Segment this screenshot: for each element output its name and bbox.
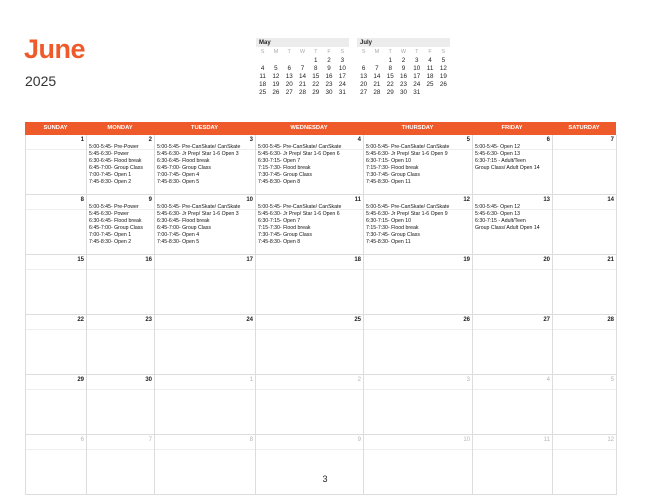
day-separator	[155, 389, 255, 390]
mini-day: 9	[327, 65, 331, 72]
day-cell	[26, 435, 87, 495]
event-line: 5:45-6:30- Jr Prep/ Star 1-6 Open 9	[366, 150, 448, 157]
day-number: 17	[246, 257, 253, 263]
day-separator	[155, 329, 255, 330]
event-line: 7:45-8:30- Open 11	[366, 238, 411, 245]
event-line: 6:45-7:00- Group Class	[89, 164, 143, 171]
day-separator	[364, 209, 472, 210]
day-cell	[553, 195, 617, 255]
mini-day: 8	[314, 65, 318, 72]
event-line: 7:45-8:30- Open 5	[157, 238, 200, 245]
day-separator	[87, 269, 154, 270]
event-line: 7:45-8:30- Open 8	[258, 238, 301, 245]
day-number: 11	[354, 197, 361, 203]
event-line: 6:30-7:15- Open 10	[366, 157, 411, 164]
mini-day: 1	[314, 57, 318, 64]
day-number: 7	[148, 437, 152, 443]
month-calendar	[25, 122, 616, 495]
event-line: 6:45-7:00- Group Class	[89, 224, 143, 231]
event-line: 5:00-5:45- Open 12	[475, 204, 520, 210]
day-number: 29	[77, 377, 84, 383]
mini-day: 15	[386, 73, 394, 80]
day-number: 1	[249, 377, 253, 383]
event-line: 5:00-5:45- Pre-CanSkate/ CanSkate	[366, 144, 450, 150]
day-cell	[256, 255, 364, 315]
event-line: 7:45-8:30- Open 11	[366, 178, 411, 185]
mini-day: 11	[259, 73, 266, 80]
day-cell	[26, 315, 87, 375]
mini-day: 10	[413, 65, 421, 72]
day-number: 9	[357, 437, 361, 443]
mini-day: 19	[272, 81, 280, 88]
mini-day: 2	[401, 57, 406, 64]
mini-day: 21	[373, 81, 381, 88]
day-number: 7	[610, 137, 614, 143]
day-cell	[87, 435, 155, 495]
day-number: 26	[463, 317, 470, 323]
mini-day: 16	[399, 73, 407, 80]
day-cell	[553, 375, 617, 435]
day-separator	[364, 269, 472, 270]
mini-day: 30	[325, 89, 333, 96]
mini-day: 20	[360, 81, 368, 88]
mini-day: 15	[312, 73, 320, 80]
mini-day: 6	[287, 65, 291, 72]
day-separator	[364, 389, 472, 390]
mini-day-name: S	[260, 49, 265, 55]
mini-day-name: T	[415, 49, 419, 55]
day-cell	[155, 255, 256, 315]
mini-day: 27	[285, 89, 293, 96]
event-line: 7:15-7:30- Flood break	[258, 164, 311, 171]
day-cell	[256, 375, 364, 435]
day-cell	[256, 135, 364, 195]
day-number: 9	[148, 197, 152, 203]
event-line: 5:00-5:45- Pre-CanSkate/ CanSkate	[366, 204, 450, 210]
event-line: 6:30-6:45- Flood break	[157, 217, 210, 224]
mini-day	[283, 57, 296, 65]
mini-day: 26	[272, 89, 280, 96]
event-line: 6:30-6:45- Flood break	[89, 217, 142, 224]
mini-day: 18	[259, 81, 267, 88]
day-separator	[26, 389, 86, 390]
day-cell	[87, 315, 155, 375]
mini-day: 7	[300, 65, 305, 72]
event-line: 6:45-7:00- Group Class	[157, 164, 211, 171]
mini-day: 2	[327, 57, 331, 64]
day-separator	[553, 269, 616, 270]
day-cell	[155, 315, 256, 375]
day-number: 11	[543, 437, 550, 443]
event-line: 7:45-8:30- Open 8	[258, 178, 301, 185]
event-line: 7:45-8:30- Open 2	[89, 178, 132, 185]
day-number: 10	[246, 197, 253, 203]
event-line: Group Class/ Adult Open 14	[475, 224, 540, 231]
event-line: 5:00-5:45- Pre-CanSkate/ CanSkate	[157, 144, 241, 150]
day-cell	[364, 435, 473, 495]
day-number: 6	[546, 137, 550, 143]
day-separator	[26, 209, 86, 210]
event-line: 5:45-6:30- Jr Prep/ Star 1-6 Open 6	[258, 210, 340, 217]
event-line: 6:30-6:45- Flood break	[157, 157, 210, 164]
day-separator	[155, 149, 255, 150]
mini-day: 12	[272, 73, 280, 80]
day-cell	[26, 255, 87, 315]
day-number: 10	[463, 437, 470, 443]
day-separator	[364, 449, 472, 450]
event-line: 5:00-5:45- Pre-CanSkate/ CanSkate	[157, 204, 241, 210]
event-line: 7:15-7:30- Flood break	[366, 224, 419, 231]
day-number: 2	[357, 377, 361, 383]
day-separator	[155, 449, 255, 450]
event-line: 5:45-6:30- Jr Prep/ Star 1-6 Open 6	[258, 150, 340, 157]
day-number: 4	[357, 137, 361, 143]
mini-day: 18	[426, 73, 434, 80]
day-number: 15	[77, 257, 84, 263]
mini-day: 5	[274, 65, 278, 72]
mini-day: 24	[338, 81, 346, 88]
day-number: 21	[607, 257, 614, 263]
day-cell	[87, 135, 155, 195]
mini-day	[296, 57, 309, 65]
mini-day-name: S	[441, 49, 446, 55]
event-line: 7:15-7:30- Flood break	[366, 164, 419, 171]
mini-day	[423, 89, 436, 97]
day-number: 8	[249, 437, 253, 443]
day-number: 16	[145, 257, 152, 263]
mini-day-name: W	[400, 49, 407, 55]
event-line: 5:45-6:30- Open 13	[475, 210, 520, 217]
day-separator	[26, 329, 86, 330]
mini-day: 9	[401, 65, 406, 72]
mini-day: 4	[260, 65, 265, 72]
mini-day: 12	[439, 65, 447, 72]
mini-day: 24	[413, 81, 421, 88]
day-cell	[553, 435, 617, 495]
event-line: 7:00-7:45- Open 1	[89, 231, 132, 238]
event-line: 6:30-7:15- Open 10	[366, 217, 411, 224]
mini-day: 6	[361, 65, 366, 72]
day-separator	[155, 269, 255, 270]
day-number: 12	[607, 437, 614, 443]
day-cell	[473, 315, 553, 375]
event-line: 7:45-8:30- Open 5	[157, 178, 200, 185]
mini-day	[256, 57, 269, 65]
mini-day: 26	[439, 81, 447, 88]
mini-day: 14	[298, 73, 306, 80]
event-line: 5:45-6:30- Jr Prep/ Star 1-6 Open 3	[157, 150, 239, 157]
day-cell	[26, 375, 87, 435]
day-separator	[553, 209, 616, 210]
event-line: 7:30-7:45- Group Class	[366, 231, 420, 238]
day-separator	[256, 449, 363, 450]
day-number: 30	[145, 377, 152, 383]
weekday-header	[25, 122, 616, 135]
event-line: 7:00-7:45- Open 4	[157, 171, 200, 178]
day-cell	[256, 195, 364, 255]
day-cell	[87, 375, 155, 435]
day-cell	[364, 375, 473, 435]
day-number: 23	[145, 317, 152, 323]
day-number: 8	[80, 197, 84, 203]
day-number: 5	[610, 377, 614, 383]
mini-day-name: S	[340, 49, 345, 55]
event-line: 7:45-8:30- Open 2	[89, 238, 132, 245]
mini-day: 17	[338, 73, 346, 80]
event-line: 6:30-7:15 - Adult/Teen	[475, 157, 526, 164]
mini-day: 3	[415, 57, 419, 64]
day-number: 3	[466, 377, 470, 383]
day-number: 2	[148, 137, 152, 143]
mini-day: 14	[373, 73, 381, 80]
day-cell	[364, 315, 473, 375]
day-separator	[473, 209, 552, 210]
day-number: 24	[246, 317, 253, 323]
day-number: 19	[463, 257, 470, 263]
mini-calendar-july	[357, 38, 450, 97]
mini-day: 1	[388, 57, 392, 64]
mini-day: 21	[298, 81, 306, 88]
weekday-label: THURSDAY	[401, 125, 434, 131]
day-separator	[553, 389, 616, 390]
event-line: 5:45-6:30- Power	[89, 210, 129, 217]
mini-day: 28	[373, 89, 381, 96]
day-number: 14	[607, 197, 614, 203]
mini-day: 13	[285, 73, 293, 80]
event-line: 6:30-7:15- Open 7	[258, 157, 301, 164]
event-line: 7:30-7:45- Group Class	[258, 171, 312, 178]
day-separator	[87, 449, 154, 450]
day-cell	[87, 255, 155, 315]
mini-day-name: F	[428, 49, 432, 55]
mini-day-name: W	[299, 49, 306, 55]
day-separator	[26, 269, 86, 270]
year-title: 2025	[25, 73, 57, 89]
event-line: 7:30-7:45- Group Class	[258, 231, 312, 238]
event-line: 6:30-6:45- Flood break	[89, 157, 142, 164]
day-cell	[26, 135, 87, 195]
day-separator	[473, 389, 552, 390]
mini-calendar-grid	[357, 48, 450, 97]
event-line: 6:45-7:00- Group Class	[157, 224, 211, 231]
mini-day: 4	[428, 57, 432, 64]
day-separator	[473, 449, 552, 450]
mini-day: 31	[338, 89, 346, 96]
mini-calendar-may	[256, 38, 349, 97]
mini-day: 3	[340, 57, 345, 64]
day-separator	[87, 389, 154, 390]
day-cell	[473, 255, 553, 315]
day-cell	[364, 255, 473, 315]
day-cell	[473, 375, 553, 435]
mini-day	[370, 57, 383, 65]
mini-day: 7	[375, 65, 379, 72]
event-line: 5:00-5:45- Open 12	[475, 144, 520, 150]
event-line: 5:45-6:30- Open 13	[475, 150, 520, 157]
event-line: 6:30-7:15 - Adult/Teen	[475, 217, 526, 224]
day-number: 28	[607, 317, 614, 323]
day-number: 13	[543, 197, 550, 203]
mini-day: 13	[360, 73, 368, 80]
day-separator	[87, 149, 154, 150]
day-cell	[364, 195, 473, 255]
mini-day-name: M	[374, 49, 380, 55]
mini-day: 23	[399, 81, 407, 88]
weekday-label: FRIDAY	[501, 125, 523, 131]
mini-day-name: T	[314, 49, 318, 55]
calendar-grid	[25, 135, 616, 495]
event-line: 7:00-7:45- Open 1	[89, 171, 132, 178]
event-line: 5:00-5:45- Pre-Power	[89, 204, 139, 210]
mini-calendar-title: May	[256, 38, 349, 47]
mini-day-name: T	[388, 49, 392, 55]
event-line: 5:00-5:45- Pre-CanSkate/ CanSkate	[258, 144, 342, 150]
weekday-label: WEDNESDAY	[290, 125, 328, 131]
day-cell	[553, 255, 617, 315]
day-cell	[87, 195, 155, 255]
day-cell	[256, 315, 364, 375]
event-line: 6:30-7:15- Open 7	[258, 217, 301, 224]
day-separator	[364, 329, 472, 330]
mini-day-name: M	[273, 49, 279, 55]
day-cell	[155, 375, 256, 435]
day-number: 12	[463, 197, 470, 203]
day-number: 20	[543, 257, 550, 263]
mini-day: 27	[360, 89, 368, 96]
day-number: 22	[77, 317, 84, 323]
mini-day: 25	[259, 89, 267, 96]
mini-day: 22	[386, 81, 394, 88]
day-number: 1	[80, 137, 84, 143]
day-separator	[26, 449, 86, 450]
day-separator	[87, 329, 154, 330]
day-separator	[155, 209, 255, 210]
mini-day: 10	[338, 65, 346, 72]
mini-day	[357, 57, 370, 65]
day-separator	[87, 209, 154, 210]
mini-day: 30	[399, 89, 407, 96]
day-number: 25	[354, 317, 361, 323]
mini-day-name: T	[287, 49, 291, 55]
day-number: 3	[249, 137, 253, 143]
day-separator	[473, 329, 552, 330]
month-title: June	[24, 34, 86, 64]
day-separator	[256, 209, 363, 210]
mini-day: 29	[312, 89, 320, 96]
day-separator	[553, 449, 616, 450]
event-line: 5:45-6:30- Power	[89, 150, 129, 157]
weekday-label: MONDAY	[107, 125, 133, 131]
event-line: 7:15-7:30- Flood break	[258, 224, 311, 231]
mini-day: 23	[325, 81, 333, 88]
mini-day	[269, 57, 282, 65]
mini-day	[437, 89, 450, 97]
page-number: 3	[322, 474, 328, 484]
event-line: 5:45-6:30- Jr Prep/ Star 1-6 Open 9	[366, 210, 448, 217]
weekday-label: TUESDAY	[190, 125, 219, 131]
day-cell	[256, 435, 364, 495]
day-separator	[256, 269, 363, 270]
day-cell	[473, 435, 553, 495]
weekday-label: SUNDAY	[43, 125, 68, 131]
mini-calendar-title: July	[357, 38, 450, 47]
mini-day: 31	[413, 89, 421, 96]
event-line: 7:30-7:45- Group Class	[366, 171, 420, 178]
mini-day: 16	[325, 73, 333, 80]
day-cell	[155, 195, 256, 255]
mini-day: 28	[298, 89, 306, 96]
day-cell	[26, 195, 87, 255]
day-separator	[473, 269, 552, 270]
day-number: 4	[546, 377, 550, 383]
mini-day-name: F	[327, 49, 331, 55]
mini-day: 5	[441, 57, 446, 64]
day-separator	[256, 329, 363, 330]
mini-day: 11	[426, 65, 434, 72]
day-number: 18	[354, 257, 361, 263]
day-separator	[553, 329, 616, 330]
day-cell	[473, 135, 553, 195]
mini-day: 20	[285, 81, 293, 88]
mini-calendar-grid	[256, 48, 349, 97]
mini-day: 22	[312, 81, 320, 88]
day-cell	[473, 195, 553, 255]
day-cell	[155, 135, 256, 195]
event-line: Group Class/ Adult Open 14	[475, 164, 540, 171]
day-cell	[553, 135, 617, 195]
day-cell	[553, 315, 617, 375]
mini-day: 19	[439, 73, 447, 80]
event-line: 5:00-5:45- Pre-Power	[89, 144, 139, 150]
mini-day: 25	[426, 81, 434, 88]
event-line: 7:00-7:45- Open 4	[157, 231, 200, 238]
day-separator	[256, 149, 363, 150]
mini-day: 17	[413, 73, 421, 80]
mini-day: 8	[388, 65, 392, 72]
mini-day: 29	[386, 89, 394, 96]
weekday-label: SATURDAY	[568, 125, 600, 131]
day-number: 27	[543, 317, 550, 323]
event-line: 5:45-6:30- Jr Prep/ Star 1-6 Open 3	[157, 210, 239, 217]
day-separator	[553, 149, 616, 150]
day-separator	[26, 149, 86, 150]
day-number: 5	[466, 137, 470, 143]
day-separator	[364, 149, 472, 150]
day-separator	[473, 149, 552, 150]
event-line: 5:00-5:45- Pre-CanSkate/ CanSkate	[258, 204, 342, 210]
day-number: 6	[80, 437, 84, 443]
day-separator	[256, 389, 363, 390]
mini-day-name: S	[361, 49, 366, 55]
day-cell	[364, 135, 473, 195]
day-cell	[155, 435, 256, 495]
